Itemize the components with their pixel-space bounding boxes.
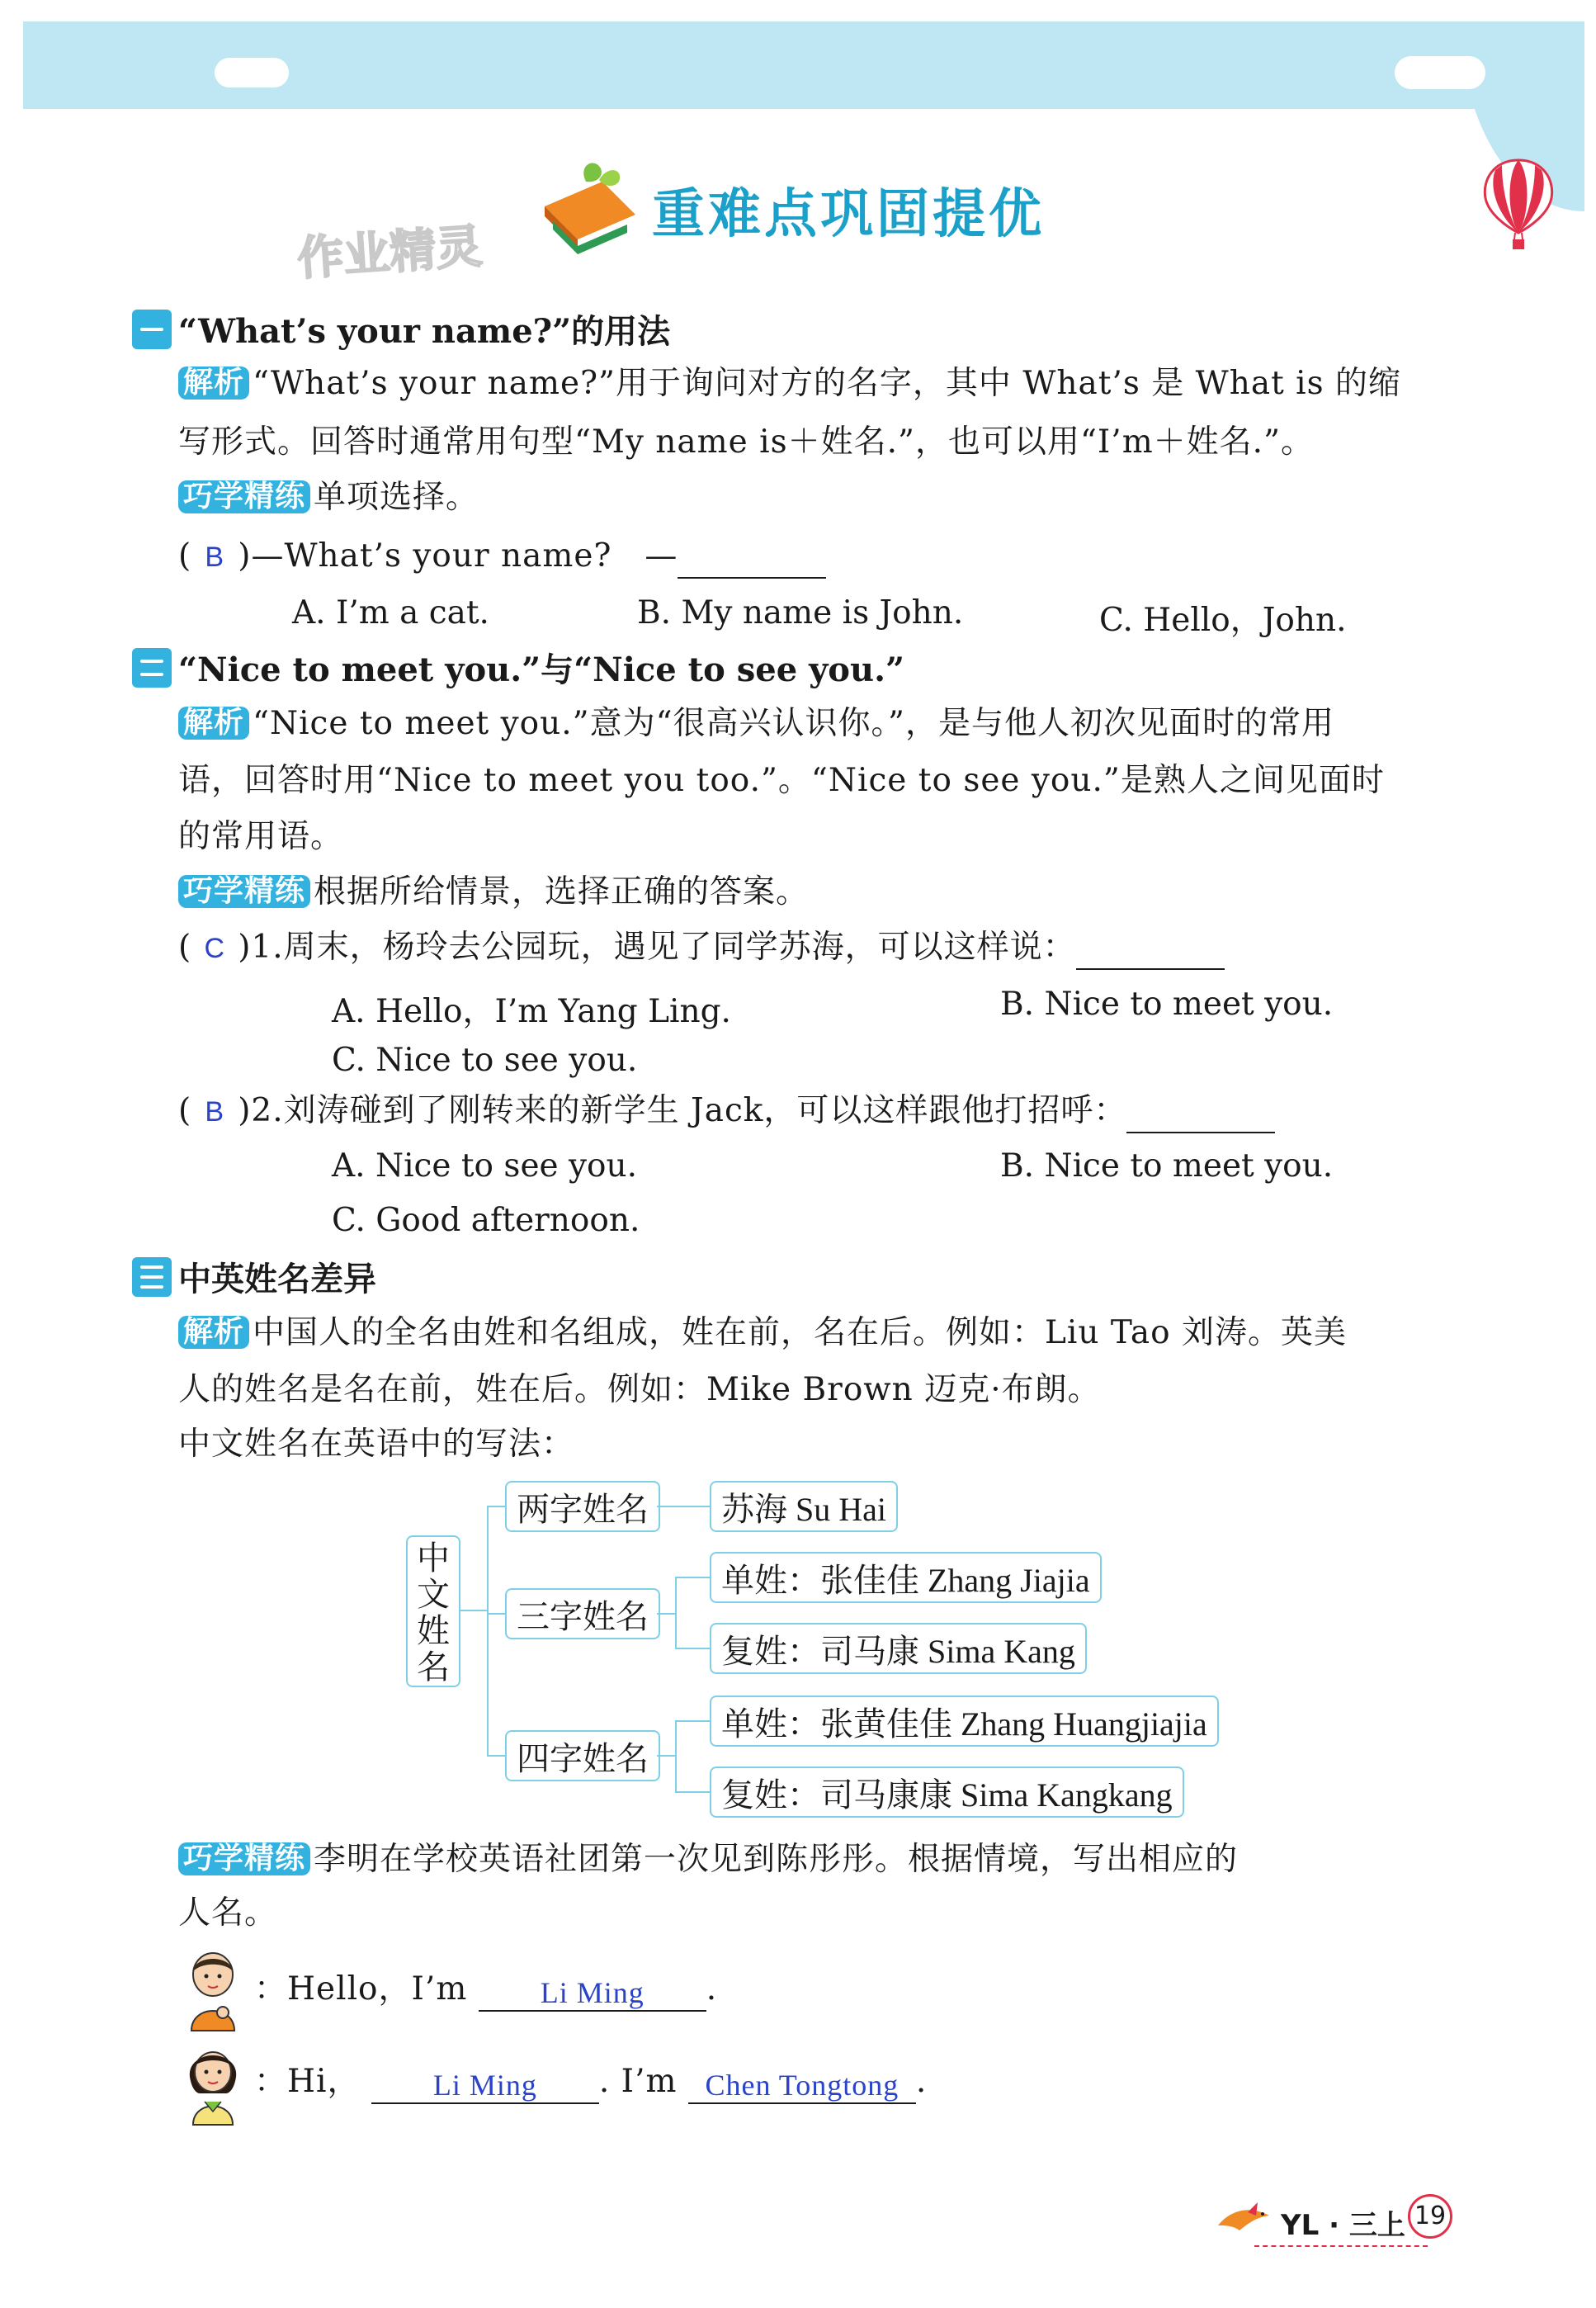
- section-3-practice-line2: 人名。: [178, 1894, 278, 1932]
- tree-root-chinese-names: 中 文 姓 名: [406, 1535, 460, 1687]
- tree-connector: [487, 1506, 489, 1757]
- book-icon: [528, 157, 644, 256]
- tree-connector: [460, 1610, 487, 1611]
- dialog-1: ：Hello，I’m Li Ming .: [254, 1973, 717, 2012]
- tree-three-single-surname: 单姓：张佳佳 Zhang Jiajia: [710, 1552, 1102, 1603]
- section-1-heading: [132, 305, 670, 352]
- cloud-right: [1395, 56, 1485, 89]
- hot-air-balloon-icon: [1477, 157, 1560, 256]
- tree-three-char-names: 三字姓名: [505, 1588, 660, 1639]
- analysis-tag: 解析: [178, 707, 249, 740]
- section-3-number-icon: [132, 1257, 172, 1297]
- tree-four-char-names: 四字姓名: [505, 1730, 660, 1781]
- section-3-practice-line1: 巧学精练 李明在学校英语社团第一次见到陈彤彤。根据情境，写出相应的: [178, 1842, 1238, 1875]
- tree-connector: [487, 1506, 505, 1507]
- section-2-practice: 巧学精练 根据所给情景，选择正确的答案。: [178, 875, 809, 908]
- option-a: A. I’m a cat.: [292, 594, 489, 631]
- answer-blank[interactable]: [1076, 935, 1225, 970]
- answer-blank[interactable]: [678, 544, 826, 579]
- section-1-question: ( B )—What’s your name? —: [178, 540, 826, 579]
- q1-option-b: B. Nice to meet you.: [1000, 986, 1334, 1023]
- book-code: YL · 三上: [1281, 2209, 1405, 2242]
- tree-connector: [675, 1791, 710, 1793]
- cloud-left: [215, 58, 289, 87]
- section-1-number-icon: [132, 310, 172, 349]
- answer-blank[interactable]: [1126, 1099, 1275, 1133]
- tree-connector: [675, 1720, 677, 1793]
- practice-tag: 巧学精练: [178, 480, 310, 513]
- bird-icon: [1215, 2201, 1273, 2234]
- option-c: C. Hello，John.: [1099, 602, 1347, 639]
- section-2-question-2: ( B )2.刘涛碰到了刚转来的新学生 Jack，可以这样跟他打招呼：: [178, 1095, 1275, 1133]
- dialog-2-blank-1[interactable]: Li Ming: [371, 2069, 599, 2104]
- analysis-tag: 解析: [178, 1316, 249, 1349]
- q2-option-b: B. Nice to meet you.: [1000, 1147, 1334, 1185]
- page-number: 19: [1408, 2194, 1452, 2239]
- footer-divider: [1254, 2245, 1428, 2247]
- q2-option-c: C. Good afternoon.: [332, 1202, 640, 1239]
- section-2-title: “Nice to meet you.”与“Nice to see you.”: [178, 650, 904, 689]
- section-1-practice: 巧学精练 单项选择。: [178, 480, 479, 513]
- answer-choice: B: [205, 1096, 225, 1128]
- section-3-analysis-line2: 人的姓名是名在前，姓在后。例如：Mike Brown 迈克·布朗。: [178, 1371, 1101, 1408]
- watermark: 作业精灵: [295, 220, 484, 286]
- q2-option-a: A. Nice to see you.: [332, 1147, 638, 1185]
- section-2-heading: [132, 644, 904, 691]
- practice-tag: 巧学精练: [178, 875, 310, 908]
- section-3-analysis-line1: 解析 中国人的全名由姓和名组成，姓在前，名在后。例如：Liu Tao 刘涛。英美: [178, 1316, 1347, 1349]
- tree-connector: [675, 1577, 677, 1649]
- tree-two-char-names: 两字姓名: [505, 1481, 660, 1532]
- section-3-heading: [132, 1253, 376, 1300]
- q1-option-a: A. Hello，I’m Yang Ling.: [332, 993, 731, 1030]
- section-1-analysis-line1: 解析 “What’s your name?”用于询问对方的名字，其中 What’s 是 What is 的缩: [178, 367, 1401, 400]
- tree-connector: [657, 1506, 710, 1507]
- q1-option-c: C. Nice to see you.: [332, 1042, 638, 1079]
- tree-connector: [487, 1613, 505, 1615]
- answer-choice: C: [204, 933, 225, 964]
- boy-avatar-icon: [180, 1950, 246, 2032]
- girl-avatar-icon: [180, 2044, 246, 2126]
- answer-choice: B: [205, 542, 225, 573]
- tree-connector: [675, 1648, 710, 1649]
- analysis-tag: 解析: [178, 367, 249, 400]
- section-2-analysis-line1: 解析 “Nice to meet you.”意为“很高兴认识你。”，是与他人初次见面时的常用: [178, 707, 1334, 740]
- tree-connector: [675, 1577, 710, 1578]
- section-2-analysis-line2: 语，回答时用“Nice to meet you too.”。“Nice to see you.”是熟人之间见面时: [178, 762, 1385, 799]
- tree-three-double-surname: 复姓：司马康 Sima Kang: [710, 1623, 1087, 1674]
- dialog-2-blank-2[interactable]: Chen Tongtong: [688, 2069, 916, 2104]
- tree-connector: [657, 1613, 675, 1615]
- section-1-analysis-line2: 写形式。回答时通常用句型“My name is＋姓名.”，也可以用“I’m＋姓名.”。: [178, 423, 1315, 461]
- option-b: B. My name is John.: [637, 594, 964, 631]
- tree-connector: [675, 1720, 710, 1722]
- tree-four-single-surname: 单姓：张黄佳佳 Zhang Huangjiajia: [710, 1696, 1219, 1747]
- section-2-question-1: ( C )1.周末，杨玲去公园玩，遇见了同学苏海，可以这样说：: [178, 931, 1225, 970]
- practice-tag: 巧学精练: [178, 1842, 310, 1875]
- section-1-title: “What’s your name?”的用法: [178, 312, 671, 351]
- tree-two-char-example: 苏海 Su Hai: [710, 1481, 898, 1532]
- dialog-2: ：Hi， Li Ming . I’m Chen Tongtong .: [254, 2065, 927, 2104]
- tree-four-double-surname: 复姓：司马康康 Sima Kangkang: [710, 1766, 1184, 1818]
- tree-connector: [657, 1755, 675, 1757]
- page-title: 重难点巩固提优: [652, 184, 1045, 245]
- dialog-1-blank[interactable]: Li Ming: [479, 1977, 706, 2012]
- section-3-title: 中英姓名差异: [178, 1260, 376, 1298]
- section-3-intro: 中文姓名在英语中的写法：: [178, 1426, 575, 1463]
- section-2-number-icon: [132, 648, 172, 688]
- section-2-analysis-line3: 的常用语。: [178, 818, 344, 855]
- tree-connector: [487, 1755, 505, 1757]
